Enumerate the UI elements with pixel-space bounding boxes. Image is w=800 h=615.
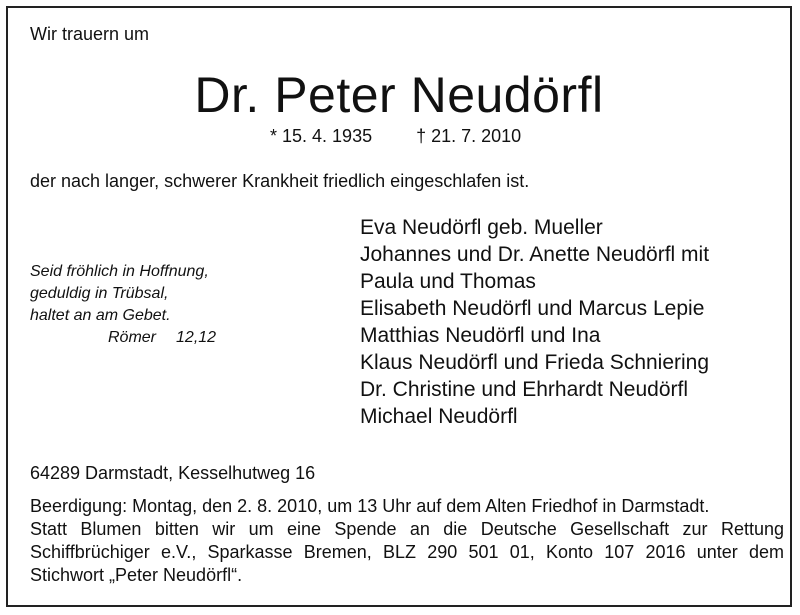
intro-text: Wir trauern um — [30, 24, 150, 44]
family-address: 64289 Darmstadt, Kesselhutweg 16 — [30, 463, 316, 483]
mourner-line: Michael Neudörfl — [360, 405, 518, 428]
funeral-line: Stichwort „Peter Neudörfl“. — [30, 565, 243, 585]
verse-line: geduldig in Trübsal, — [30, 285, 169, 302]
mourner-line: Eva Neudörfl geb. Mueller — [360, 216, 603, 239]
verse-line: Seid fröhlich in Hoffnung, — [30, 263, 209, 280]
mourner-line: Elisabeth Neudörfl und Marcus Lepie — [360, 297, 705, 320]
obituary-notice — [6, 6, 792, 607]
mourner-line: Paula und Thomas — [360, 270, 536, 293]
death-date: † 21. 7. 2010 — [416, 126, 522, 146]
deceased-name: Dr. Peter Neudörfl — [194, 67, 604, 123]
bible-verse — [30, 261, 216, 349]
verse-book: Römer — [108, 329, 157, 346]
mourners-list — [360, 214, 709, 430]
verse-line: haltet an am Gebet. — [30, 307, 171, 324]
funeral-details — [30, 495, 784, 587]
passing-sentence: der nach langer, schwerer Krankheit friedlich eingeschlafen ist. — [30, 171, 530, 191]
mourner-line: Matthias Neudörfl und Ina — [360, 324, 601, 347]
verse-chapter: 12,12 — [176, 329, 217, 346]
mourner-line: Johannes und Dr. Anette Neudörfl mit — [360, 243, 710, 266]
mourner-line: Dr. Christine und Ehrhardt Neudörfl — [360, 378, 688, 401]
funeral-line: Beerdigung: Montag, den 2. 8. 2010, um 13 Uhr auf dem Alten Friedhof in Darmstadt. — [30, 496, 710, 516]
verse-reference — [30, 327, 216, 349]
birth-date: * 15. 4. 1935 — [270, 126, 373, 146]
mourner-line: Klaus Neudörfl und Frieda Schniering — [360, 351, 710, 374]
funeral-line: Statt Blumen bitten wir um eine Spende an die Deutsche Gesellschaft zur Rettung — [30, 519, 784, 539]
life-dates — [270, 126, 521, 147]
funeral-line: Schiffbrüchiger e.V., Sparkasse Bremen, BLZ 290 501 01, Konto 107 2016 unter dem — [30, 542, 784, 562]
